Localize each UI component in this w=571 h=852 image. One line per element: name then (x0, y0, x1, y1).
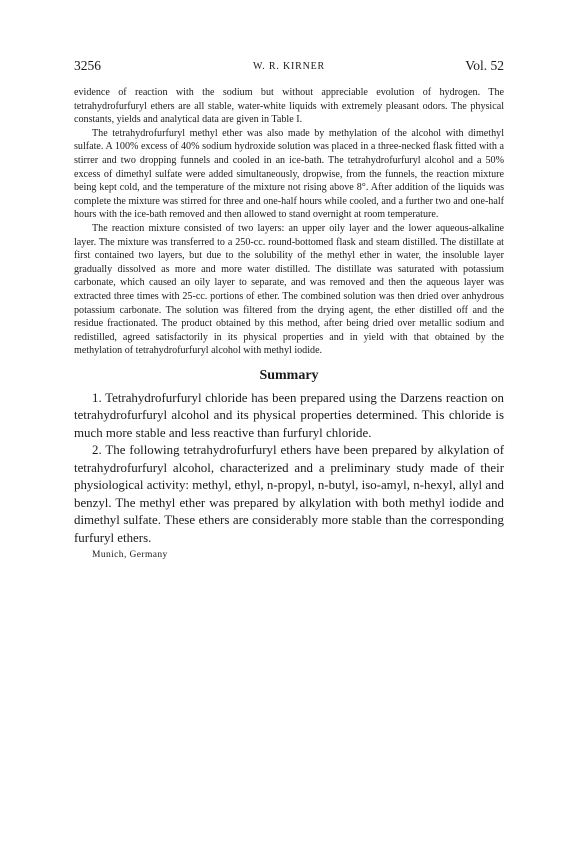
paragraph-methylation: The tetrahydrofurfuryl methyl ether was also made by methylation of the alcohol with dimethyl sulfate. A 100% excess of 40% sodium hydroxide solution was placed in a three-necked flask fitted with a stirrer and two dropping funnels and cooled in an ice-bath. The tetrahydrofurfuryl alcohol and a 50% excess of dimethyl sulfate were added simultaneously, dropwise, from the funnels, the reaction mixture being kept cold, and the temperature of the mixture not rising above 8°. After addition of the liquids was complete the mixture was stirred for three and one-half hours while cooled, and a further two and one-half hours with the ice-bath removed and then allowed to stand overnight at room temperature. (74, 127, 504, 221)
page-number: 3256 (74, 58, 101, 73)
running-header (74, 58, 504, 78)
journal-page (74, 58, 504, 560)
experimental-text (74, 86, 504, 358)
summary-item-2: 2. The following tetrahydrofurfuryl ethers have been prepared by alkylation of tetrahydrofurfuryl alcohol, characterized and a preliminary study made of their physiological activity: methyl, ethyl, n-propyl, n-butyl, iso-amyl, n-hexyl, allyl and benzyl. The methyl ether was prepared by alkylation with both methyl iodide and dimethyl sulfate. These ethers are considerably more stable than the corresponding furfuryl ethers. (74, 443, 504, 545)
running-title: W. R. KIRNER (252, 61, 325, 72)
paragraph-continuation: evidence of reaction with the sodium but without appreciable evolution of hydrogen. The tetrahydrofurfuryl ethers are all stable, water-white liquids with extremely pleasant odors. The physical constants, yields and analytical data are given in Table I. (74, 87, 504, 126)
summary-section (74, 390, 504, 548)
summary-heading: Summary (259, 367, 319, 383)
author-location: Munich, Germany (92, 550, 168, 561)
paragraph-workup: The reaction mixture consisted of two layers: an upper oily layer and the lower aqueous-alkaline layer. The mixture was transferred to a 250-cc. round-bottomed flask and steam distilled. The distillate at first contained two layers, but due to the solubility of the methyl ether in water, the insoluble layer gradually dissolved as more and more water distilled. The distillate was saturated with potassium carbonate, which caused an oily layer to separate, and was removed and then the aqueous layer was extracted three times with 25-cc. portions of ether. The combined solution was then dried over anhydrous potassium carbonate. The solution was filtered from the drying agent, the ether distilled off and the residue fractionated. The product obtained by this method, after being dried over metallic sodium and redistilled, agreed satisfactorily in its physical properties and in yield with that obtained by the methylation of tetrahydrofurfuryl alcohol with methyl iodide. (74, 222, 504, 357)
summary-item-1: 1. Tetrahydrofurfuryl chloride has been prepared using the Darzens reaction on tetrahydrofurfuryl alcohol and its physical properties determined. This chloride is much more stable and less reactive than furfuryl chloride. (74, 390, 504, 440)
volume-label: Vol. 52 (465, 58, 504, 73)
